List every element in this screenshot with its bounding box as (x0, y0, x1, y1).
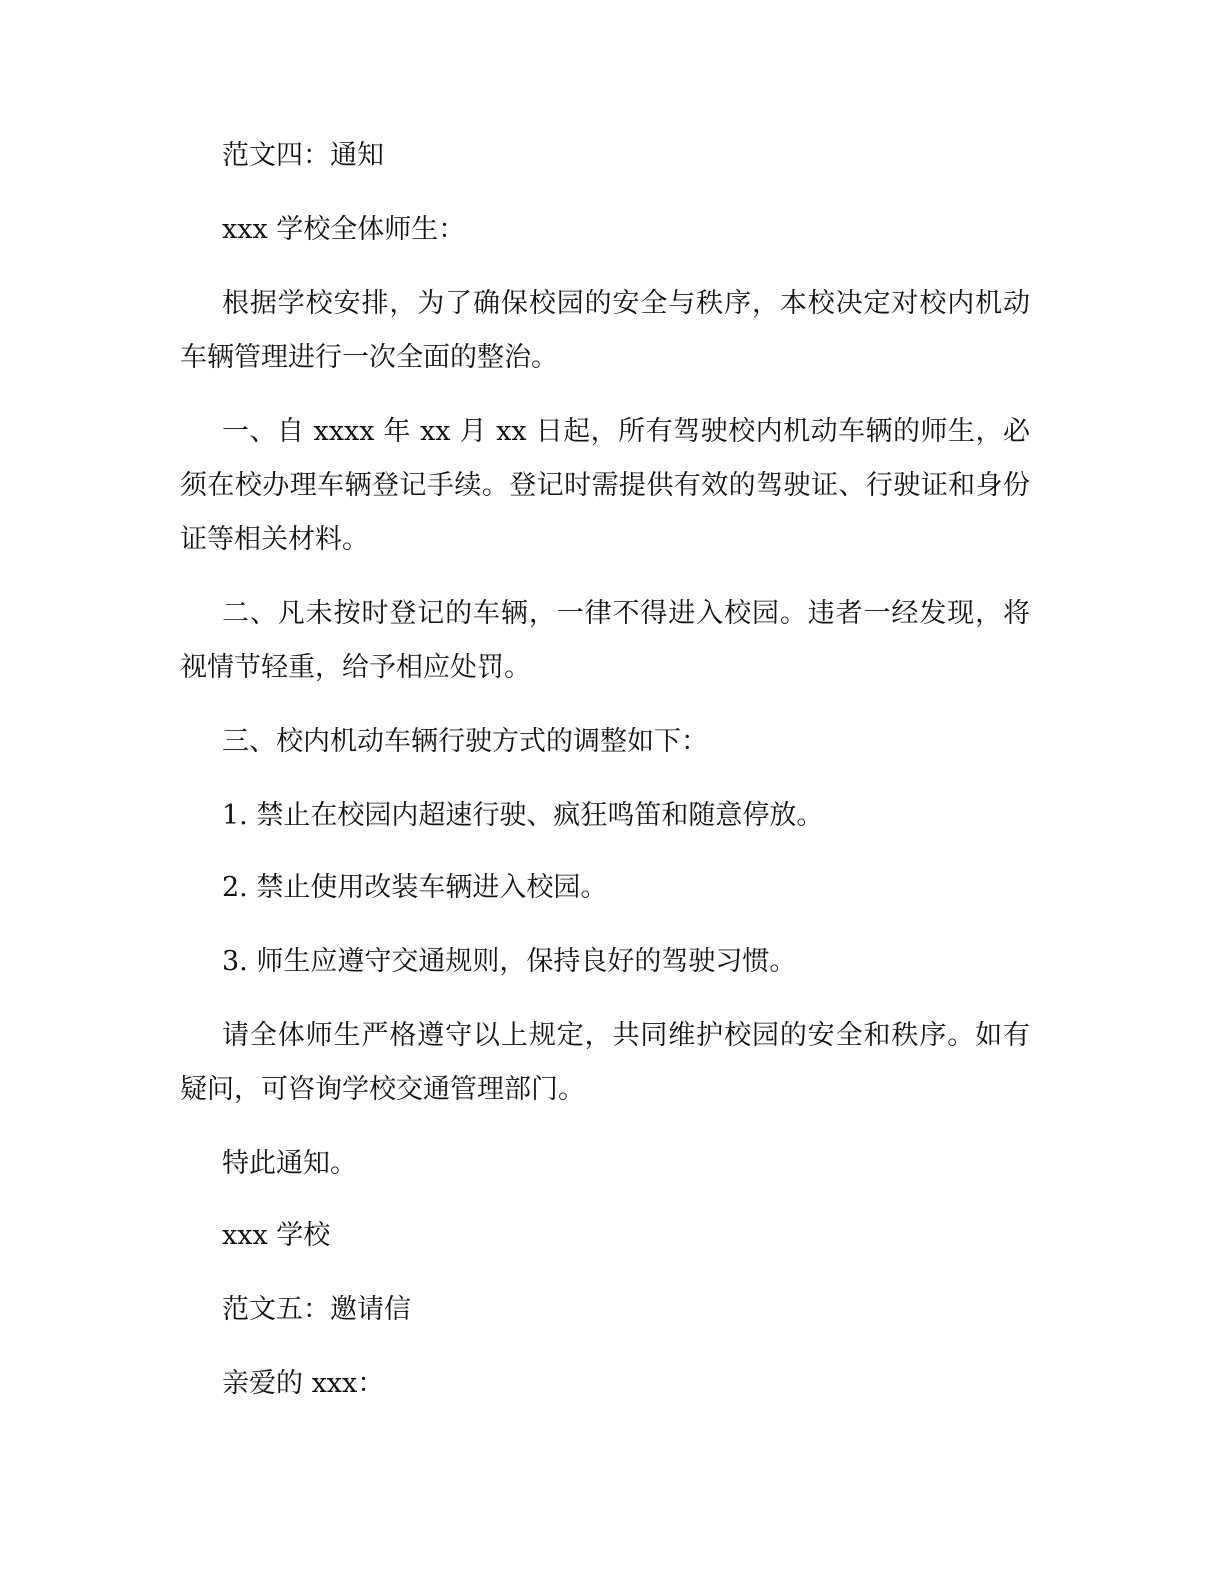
closing-paragraph: 请全体师生严格遵守以上规定，共同维护校园的安全和秩序。如有疑问，可咨询学校交通管理部门。 (180, 1020, 1030, 1105)
list-item-3: 3. 师生应遵守交通规则，保持良好的驾驶习惯。 (222, 946, 797, 977)
intro-paragraph: 根据学校安排，为了确保校园的安全与秩序，本校决定对校内机动车辆管理进行一次全面的整治。 (180, 288, 1030, 373)
section-heading-notice: 范文四：通知 (222, 140, 384, 171)
invitation-salutation: 亲爱的 xxx： (222, 1368, 385, 1399)
rule-two-paragraph: 二、凡未按时登记的车辆，一律不得进入校园。违者一经发现，将视情节轻重，给予相应处罚。 (180, 598, 1030, 683)
rule-three-paragraph: 三、校内机动车辆行驶方式的调整如下： (222, 726, 708, 757)
list-item-1: 1. 禁止在校园内超速行驶、疯狂鸣笛和随意停放。 (222, 800, 824, 831)
list-item-2: 2. 禁止使用改装车辆进入校园。 (222, 872, 608, 903)
salutation: xxx 学校全体师生： (222, 214, 466, 245)
signature-school: xxx 学校 (222, 1220, 331, 1251)
notice-closing: 特此通知。 (222, 1148, 357, 1179)
section-heading-invitation: 范文五：邀请信 (222, 1294, 411, 1325)
rule-one-paragraph: 一、自 xxxx 年 xx 月 xx 日起，所有驾驶校内机动车辆的师生，必须在校办理车辆登记手续。登记时需提供有效的驾驶证、行驶证和身份证等相关材料。 (180, 416, 1030, 555)
